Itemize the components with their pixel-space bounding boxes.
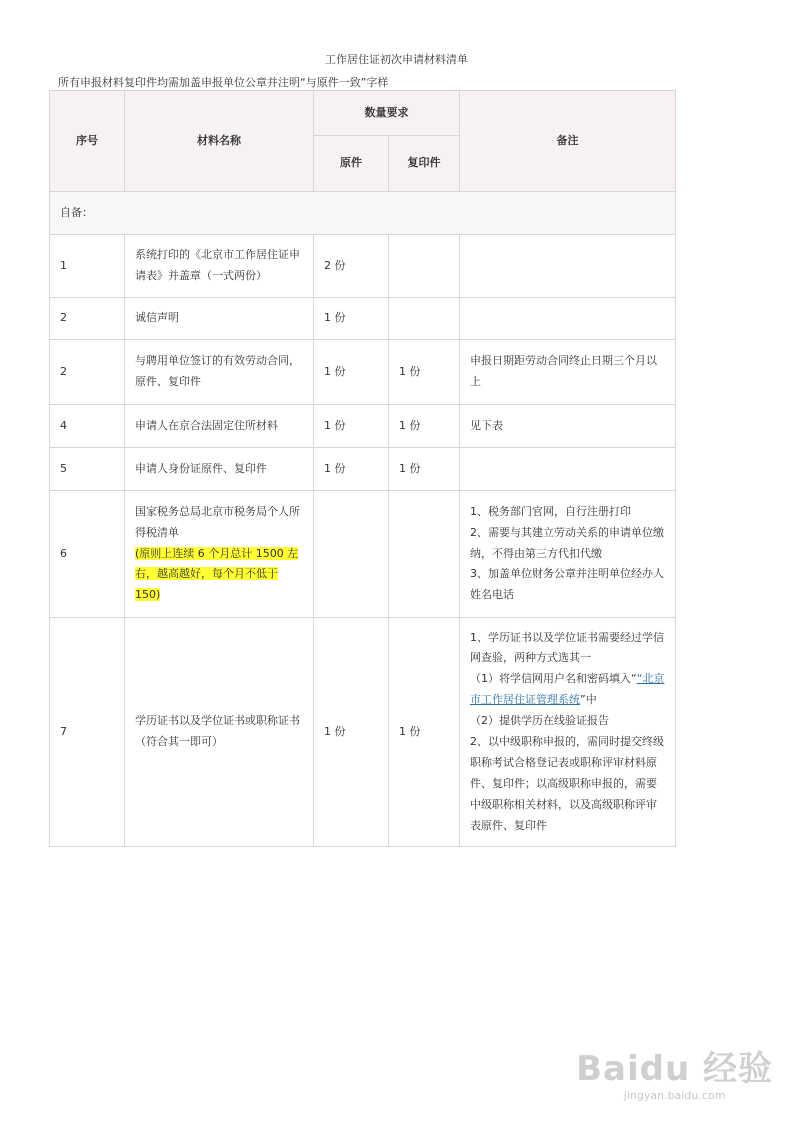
row-remark: 见下表 [460, 405, 676, 448]
row-remark [460, 235, 676, 298]
row-original [314, 491, 389, 618]
row-seq: 1 [50, 235, 125, 298]
row-original: 2 份 [314, 235, 389, 298]
row-original: 1 份 [314, 448, 389, 491]
row-copy [389, 491, 460, 618]
system-link[interactable]: “北京市工作居住证管理系统 [470, 672, 665, 707]
remark-line: 2、以中级职称申报的，需同时提交终级职称考试合格登记表或职称评审材料原件、复印件；以高级职称申报的，需要中级职称相关材料，以及高级职称评审表原件、复印件 [470, 735, 664, 832]
row-material: 申请人身份证原件、复印件 [125, 448, 314, 491]
row-material: 申请人在京合法固定住所材料 [125, 405, 314, 448]
row-remark [460, 491, 676, 618]
section-label: 自备： [50, 192, 676, 235]
row-material: 诚信声明 [125, 298, 314, 340]
row-seq: 2 [50, 298, 125, 340]
materials-table [49, 90, 676, 847]
row-remark [460, 618, 676, 847]
remark-line: 3、加盖单位财务公章并注明单位经办人姓名电话 [470, 567, 664, 602]
row-original: 1 份 [314, 618, 389, 847]
watermark-url: jingyan.baidu.com [623, 1088, 726, 1102]
section-row [50, 192, 676, 235]
header-name: 材料名称 [125, 91, 314, 192]
row-material: 学历证书以及学位证书或职称证书（符合其一即可） [125, 618, 314, 847]
row-copy [389, 235, 460, 298]
remark-line: 1、学历证书以及学位证书需要经过学信网查验，两种方式选其一 [470, 630, 664, 665]
tax-requirement-highlight [135, 544, 303, 607]
table-row [50, 491, 676, 618]
row-original: 1 份 [314, 405, 389, 448]
header-copy: 复印件 [389, 136, 460, 192]
row-original: 1 份 [314, 340, 389, 405]
table-row [50, 448, 676, 491]
header-seq: 序号 [50, 91, 125, 192]
table-row [50, 298, 676, 340]
row-copy: 1 份 [389, 405, 460, 448]
remark-line [470, 669, 665, 711]
remark-line: （2）提供学历在线验证报告 [470, 714, 609, 728]
row-seq: 2 [50, 340, 125, 405]
remark-text: ”中 [580, 693, 597, 707]
row-copy: 1 份 [389, 340, 460, 405]
header-quantity: 数量要求 [314, 91, 460, 136]
table-row [50, 340, 676, 405]
header-row [50, 91, 676, 136]
tax-list-name: 国家税务总局北京市税务局个人所得税清单 [135, 504, 300, 539]
row-copy: 1 份 [389, 448, 460, 491]
table-row [50, 618, 676, 847]
header-original: 原件 [314, 136, 389, 192]
document-title: 工作居住证初次申请材料清单 [325, 53, 468, 66]
remark-line: 1、税务部门官网，自行注册打印 [470, 504, 631, 518]
row-remark [460, 448, 676, 491]
row-original: 1 份 [314, 298, 389, 340]
row-material: 系统打印的《北京市工作居住证申请表》并盖章（一式两份） [125, 235, 314, 298]
table-row [50, 405, 676, 448]
baidu-watermark [576, 1051, 773, 1102]
copy-note: 所有申报材料复印件均需加盖申报单位公章并注明“与原件一致”字样 [58, 76, 389, 89]
row-seq: 5 [50, 448, 125, 491]
row-seq: 4 [50, 405, 125, 448]
row-material: 与聘用单位签订的有效劳动合同，原件、复印件 [125, 340, 314, 405]
remark-line: 2、需要与其建立劳动关系的申请单位缴纳，不得由第三方代扣代缴 [470, 525, 664, 560]
highlight-text: (原则上连续 6 个月总计 1500 左右，越高越好，每个月不低于 150) [135, 546, 299, 602]
row-material [125, 491, 314, 618]
row-remark: 申报日期距劳动合同终止日期三个月以上 [460, 340, 676, 405]
header-remark: 备注 [460, 91, 676, 192]
row-seq: 6 [50, 491, 125, 618]
watermark-logo: Baidu 经验 [576, 1049, 773, 1090]
table-row [50, 235, 676, 298]
row-copy: 1 份 [389, 618, 460, 847]
row-seq: 7 [50, 618, 125, 847]
row-copy [389, 298, 460, 340]
remark-text: （1）将学信网用户名和密码填入“ [470, 672, 637, 686]
row-remark [460, 298, 676, 340]
